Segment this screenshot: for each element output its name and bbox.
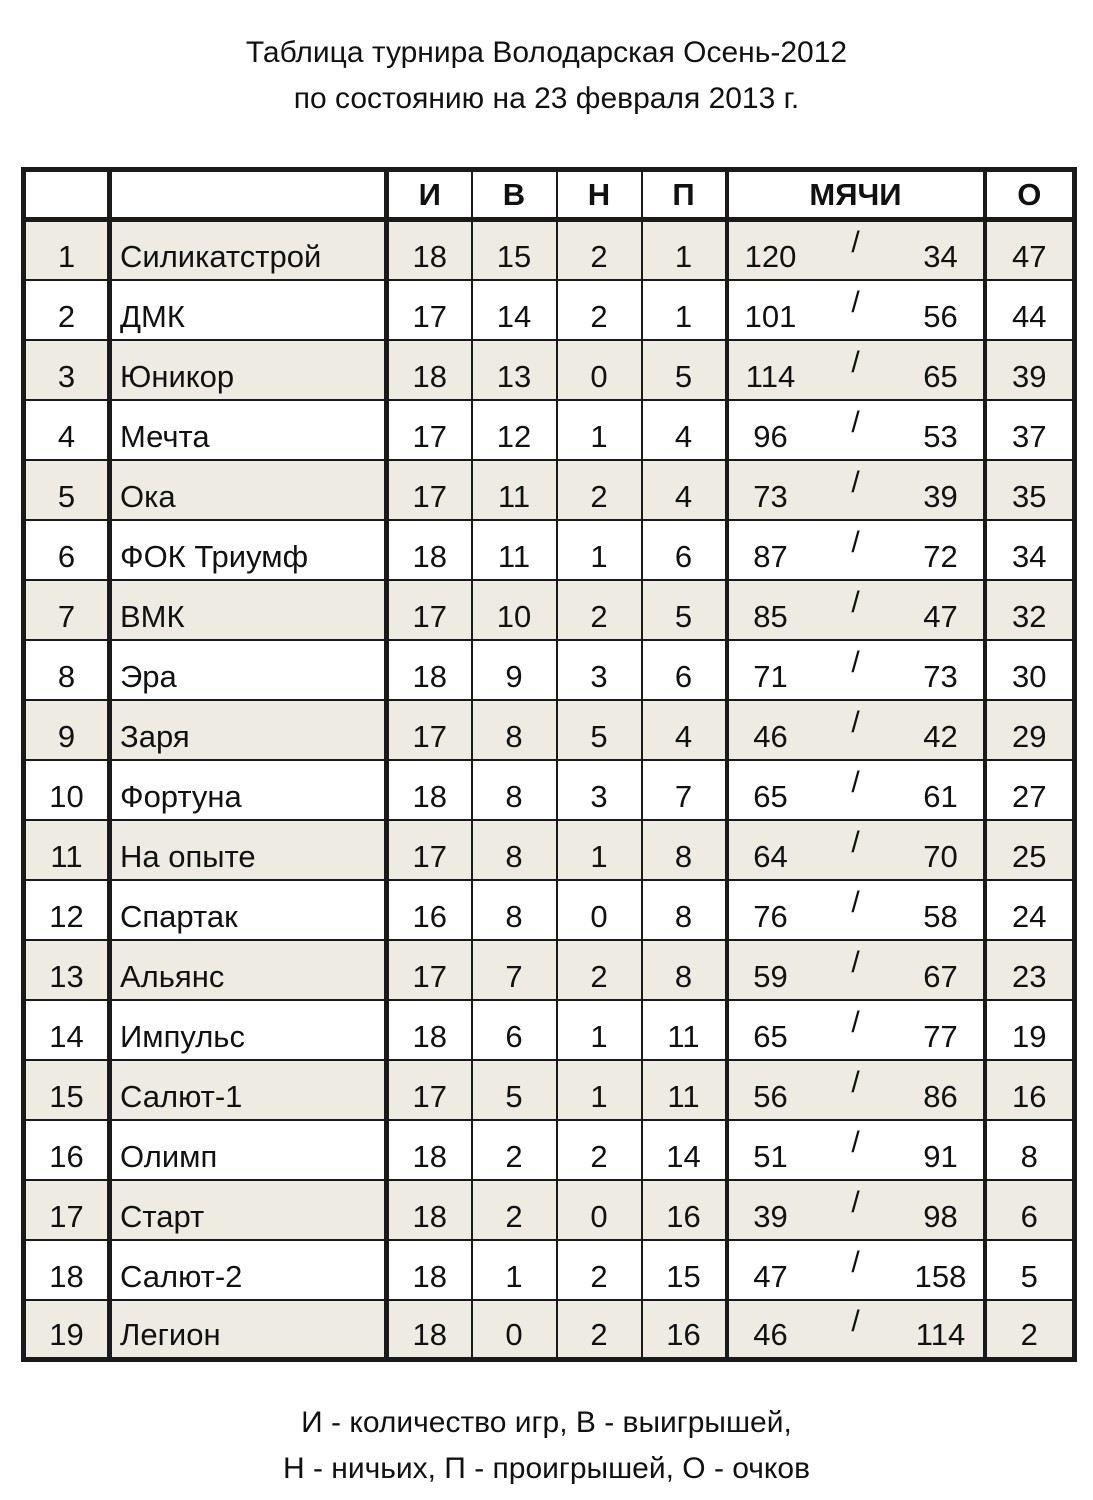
draws-cell: 2 <box>557 280 642 340</box>
header-games: И <box>387 170 472 220</box>
table-row <box>24 460 1075 520</box>
draws-cell: 1 <box>557 400 642 460</box>
wins-cell: 11 <box>472 460 557 520</box>
games-cell: 18 <box>387 1240 472 1300</box>
points-cell: 23 <box>985 940 1075 1000</box>
games-cell: 18 <box>387 1000 472 1060</box>
losses-cell: 16 <box>642 1300 727 1360</box>
standings-table <box>21 167 1077 1362</box>
goals-scored-cell: 120 <box>727 220 813 280</box>
wins-cell: 14 <box>472 280 557 340</box>
points-cell: 34 <box>985 520 1075 580</box>
losses-cell: 7 <box>642 760 727 820</box>
losses-cell: 5 <box>642 340 727 400</box>
team-cell: Легион <box>110 1300 387 1360</box>
table-row <box>24 1000 1075 1060</box>
table-row <box>24 880 1075 940</box>
position-cell: 16 <box>24 1120 110 1180</box>
team-cell: Салют-2 <box>110 1240 387 1300</box>
points-cell: 24 <box>985 880 1075 940</box>
header-team <box>110 170 387 220</box>
wins-cell: 15 <box>472 220 557 280</box>
team-cell: Спартак <box>110 880 387 940</box>
goals-scored-cell: 56 <box>727 1060 813 1120</box>
games-cell: 18 <box>387 760 472 820</box>
goals-conceded-cell: 67 <box>899 940 985 1000</box>
team-cell: Мечта <box>110 400 387 460</box>
losses-cell: 6 <box>642 640 727 700</box>
team-cell: Эра <box>110 640 387 700</box>
goals-scored-cell: 73 <box>727 460 813 520</box>
wins-cell: 5 <box>472 1060 557 1120</box>
losses-cell: 14 <box>642 1120 727 1180</box>
header-goals: МЯЧИ <box>727 170 985 220</box>
losses-cell: 1 <box>642 220 727 280</box>
team-cell: Альянс <box>110 940 387 1000</box>
team-cell: Старт <box>110 1180 387 1240</box>
points-cell: 25 <box>985 820 1075 880</box>
games-cell: 18 <box>387 340 472 400</box>
goals-separator: / <box>813 880 899 940</box>
draws-cell: 2 <box>557 220 642 280</box>
goals-separator: / <box>813 460 899 520</box>
goals-scored-cell: 64 <box>727 820 813 880</box>
team-cell: ДМК <box>110 280 387 340</box>
losses-cell: 11 <box>642 1060 727 1120</box>
header-points: О <box>985 170 1075 220</box>
losses-cell: 4 <box>642 400 727 460</box>
games-cell: 18 <box>387 520 472 580</box>
team-cell: Салют-1 <box>110 1060 387 1120</box>
legend-line-2: Н - ничьих, П - проигрышей, О - очков <box>282 1452 811 1485</box>
team-cell: Ока <box>110 460 387 520</box>
games-cell: 17 <box>387 820 472 880</box>
points-cell: 37 <box>985 400 1075 460</box>
position-cell: 9 <box>24 700 110 760</box>
goals-separator: / <box>813 1060 899 1120</box>
position-cell: 14 <box>24 1000 110 1060</box>
goals-conceded-cell: 73 <box>899 640 985 700</box>
draws-cell: 1 <box>557 1060 642 1120</box>
table-row <box>24 1300 1075 1360</box>
goals-separator: / <box>813 220 899 280</box>
losses-cell: 8 <box>642 940 727 1000</box>
games-cell: 18 <box>387 1120 472 1180</box>
table-row <box>24 580 1075 640</box>
position-cell: 4 <box>24 400 110 460</box>
position-cell: 18 <box>24 1240 110 1300</box>
position-cell: 11 <box>24 820 110 880</box>
position-cell: 15 <box>24 1060 110 1120</box>
draws-cell: 3 <box>557 640 642 700</box>
wins-cell: 13 <box>472 340 557 400</box>
goals-separator: / <box>813 340 899 400</box>
goals-separator: / <box>813 1120 899 1180</box>
header-losses: П <box>642 170 727 220</box>
goals-scored-cell: 39 <box>727 1180 813 1240</box>
goals-conceded-cell: 114 <box>899 1300 985 1360</box>
wins-cell: 10 <box>472 580 557 640</box>
losses-cell: 16 <box>642 1180 727 1240</box>
team-cell: ФОК Триумф <box>110 520 387 580</box>
points-cell: 30 <box>985 640 1075 700</box>
losses-cell: 1 <box>642 280 727 340</box>
games-cell: 17 <box>387 460 472 520</box>
points-cell: 44 <box>985 280 1075 340</box>
games-cell: 17 <box>387 940 472 1000</box>
goals-separator: / <box>813 760 899 820</box>
points-cell: 35 <box>985 460 1075 520</box>
title-line-2: по состоянию на 23 февраля 2013 г. <box>293 82 800 115</box>
goals-conceded-cell: 98 <box>899 1180 985 1240</box>
wins-cell: 11 <box>472 520 557 580</box>
goals-separator: / <box>813 640 899 700</box>
goals-scored-cell: 114 <box>727 340 813 400</box>
points-cell: 5 <box>985 1240 1075 1300</box>
team-cell: ВМК <box>110 580 387 640</box>
goals-scored-cell: 46 <box>727 1300 813 1360</box>
points-cell: 39 <box>985 340 1075 400</box>
draws-cell: 2 <box>557 940 642 1000</box>
position-cell: 10 <box>24 760 110 820</box>
points-cell: 19 <box>985 1000 1075 1060</box>
wins-cell: 6 <box>472 1000 557 1060</box>
goals-conceded-cell: 65 <box>899 340 985 400</box>
table-row <box>24 700 1075 760</box>
losses-cell: 4 <box>642 460 727 520</box>
goals-conceded-cell: 70 <box>899 820 985 880</box>
points-cell: 16 <box>985 1060 1075 1120</box>
losses-cell: 5 <box>642 580 727 640</box>
goals-separator: / <box>813 1180 899 1240</box>
goals-separator: / <box>813 1000 899 1060</box>
team-cell: Фортуна <box>110 760 387 820</box>
wins-cell: 8 <box>472 880 557 940</box>
draws-cell: 1 <box>557 1000 642 1060</box>
legend <box>0 1400 1093 1492</box>
goals-conceded-cell: 91 <box>899 1120 985 1180</box>
wins-cell: 8 <box>472 760 557 820</box>
goals-separator: / <box>813 400 899 460</box>
title-line-1: Таблица турнира Володарская Осень-2012 <box>245 36 848 69</box>
table-row <box>24 1060 1075 1120</box>
points-cell: 2 <box>985 1300 1075 1360</box>
table-row <box>24 220 1075 280</box>
goals-conceded-cell: 42 <box>899 700 985 760</box>
games-cell: 17 <box>387 1060 472 1120</box>
wins-cell: 8 <box>472 820 557 880</box>
table-row <box>24 1240 1075 1300</box>
legend-line-1: И - количество игр, В - выигрышей, <box>301 1406 792 1439</box>
games-cell: 16 <box>387 880 472 940</box>
goals-scored-cell: 87 <box>727 520 813 580</box>
points-cell: 8 <box>985 1120 1075 1180</box>
games-cell: 17 <box>387 280 472 340</box>
table-row <box>24 1120 1075 1180</box>
header-wins: В <box>472 170 557 220</box>
team-cell: Заря <box>110 700 387 760</box>
games-cell: 18 <box>387 640 472 700</box>
wins-cell: 2 <box>472 1120 557 1180</box>
goals-conceded-cell: 158 <box>899 1240 985 1300</box>
goals-scored-cell: 59 <box>727 940 813 1000</box>
goals-scored-cell: 85 <box>727 580 813 640</box>
goals-conceded-cell: 77 <box>899 1000 985 1060</box>
goals-conceded-cell: 58 <box>899 880 985 940</box>
wins-cell: 1 <box>472 1240 557 1300</box>
table-row <box>24 640 1075 700</box>
position-cell: 3 <box>24 340 110 400</box>
draws-cell: 2 <box>557 1240 642 1300</box>
goals-scored-cell: 47 <box>727 1240 813 1300</box>
draws-cell: 1 <box>557 520 642 580</box>
position-cell: 1 <box>24 220 110 280</box>
table-row <box>24 520 1075 580</box>
wins-cell: 12 <box>472 400 557 460</box>
losses-cell: 4 <box>642 700 727 760</box>
goals-conceded-cell: 34 <box>899 220 985 280</box>
points-cell: 29 <box>985 700 1075 760</box>
losses-cell: 11 <box>642 1000 727 1060</box>
wins-cell: 0 <box>472 1300 557 1360</box>
goals-scored-cell: 65 <box>727 1000 813 1060</box>
points-cell: 32 <box>985 580 1075 640</box>
draws-cell: 3 <box>557 760 642 820</box>
games-cell: 18 <box>387 1180 472 1240</box>
team-cell: На опыте <box>110 820 387 880</box>
draws-cell: 2 <box>557 1120 642 1180</box>
team-cell: Олимп <box>110 1120 387 1180</box>
position-cell: 7 <box>24 580 110 640</box>
position-cell: 12 <box>24 880 110 940</box>
draws-cell: 1 <box>557 820 642 880</box>
position-cell: 2 <box>24 280 110 340</box>
table-row <box>24 940 1075 1000</box>
team-cell: Юникор <box>110 340 387 400</box>
games-cell: 17 <box>387 400 472 460</box>
goals-scored-cell: 71 <box>727 640 813 700</box>
points-cell: 27 <box>985 760 1075 820</box>
points-cell: 6 <box>985 1180 1075 1240</box>
goals-scored-cell: 46 <box>727 700 813 760</box>
goals-scored-cell: 76 <box>727 880 813 940</box>
games-cell: 17 <box>387 580 472 640</box>
position-cell: 17 <box>24 1180 110 1240</box>
table-row <box>24 280 1075 340</box>
wins-cell: 9 <box>472 640 557 700</box>
position-cell: 19 <box>24 1300 110 1360</box>
position-cell: 6 <box>24 520 110 580</box>
wins-cell: 7 <box>472 940 557 1000</box>
goals-separator: / <box>813 700 899 760</box>
draws-cell: 2 <box>557 460 642 520</box>
goals-scored-cell: 65 <box>727 760 813 820</box>
goals-conceded-cell: 53 <box>899 400 985 460</box>
table-header-row <box>24 170 1075 220</box>
goals-separator: / <box>813 280 899 340</box>
goals-separator: / <box>813 1300 899 1360</box>
goals-conceded-cell: 56 <box>899 280 985 340</box>
header-draws: Н <box>557 170 642 220</box>
goals-separator: / <box>813 820 899 880</box>
goals-separator: / <box>813 520 899 580</box>
draws-cell: 2 <box>557 580 642 640</box>
goals-separator: / <box>813 940 899 1000</box>
goals-conceded-cell: 61 <box>899 760 985 820</box>
games-cell: 18 <box>387 1300 472 1360</box>
goals-conceded-cell: 47 <box>899 580 985 640</box>
table-row <box>24 1180 1075 1240</box>
losses-cell: 8 <box>642 880 727 940</box>
position-cell: 13 <box>24 940 110 1000</box>
goals-scored-cell: 96 <box>727 400 813 460</box>
position-cell: 5 <box>24 460 110 520</box>
table-row <box>24 760 1075 820</box>
team-cell: Силикатстрой <box>110 220 387 280</box>
games-cell: 18 <box>387 220 472 280</box>
goals-separator: / <box>813 580 899 640</box>
table-row <box>24 340 1075 400</box>
losses-cell: 15 <box>642 1240 727 1300</box>
draws-cell: 0 <box>557 880 642 940</box>
position-cell: 8 <box>24 640 110 700</box>
draws-cell: 0 <box>557 1180 642 1240</box>
wins-cell: 8 <box>472 700 557 760</box>
games-cell: 17 <box>387 700 472 760</box>
draws-cell: 2 <box>557 1300 642 1360</box>
team-cell: Импульс <box>110 1000 387 1060</box>
wins-cell: 2 <box>472 1180 557 1240</box>
table-body <box>24 220 1075 1360</box>
losses-cell: 8 <box>642 820 727 880</box>
goals-conceded-cell: 39 <box>899 460 985 520</box>
draws-cell: 0 <box>557 340 642 400</box>
points-cell: 47 <box>985 220 1075 280</box>
losses-cell: 6 <box>642 520 727 580</box>
table-row <box>24 820 1075 880</box>
goals-scored-cell: 101 <box>727 280 813 340</box>
goals-conceded-cell: 86 <box>899 1060 985 1120</box>
header-position <box>24 170 110 220</box>
goals-scored-cell: 51 <box>727 1120 813 1180</box>
goals-separator: / <box>813 1240 899 1300</box>
goals-conceded-cell: 72 <box>899 520 985 580</box>
table-row <box>24 400 1075 460</box>
page-title <box>0 30 1093 122</box>
draws-cell: 5 <box>557 700 642 760</box>
